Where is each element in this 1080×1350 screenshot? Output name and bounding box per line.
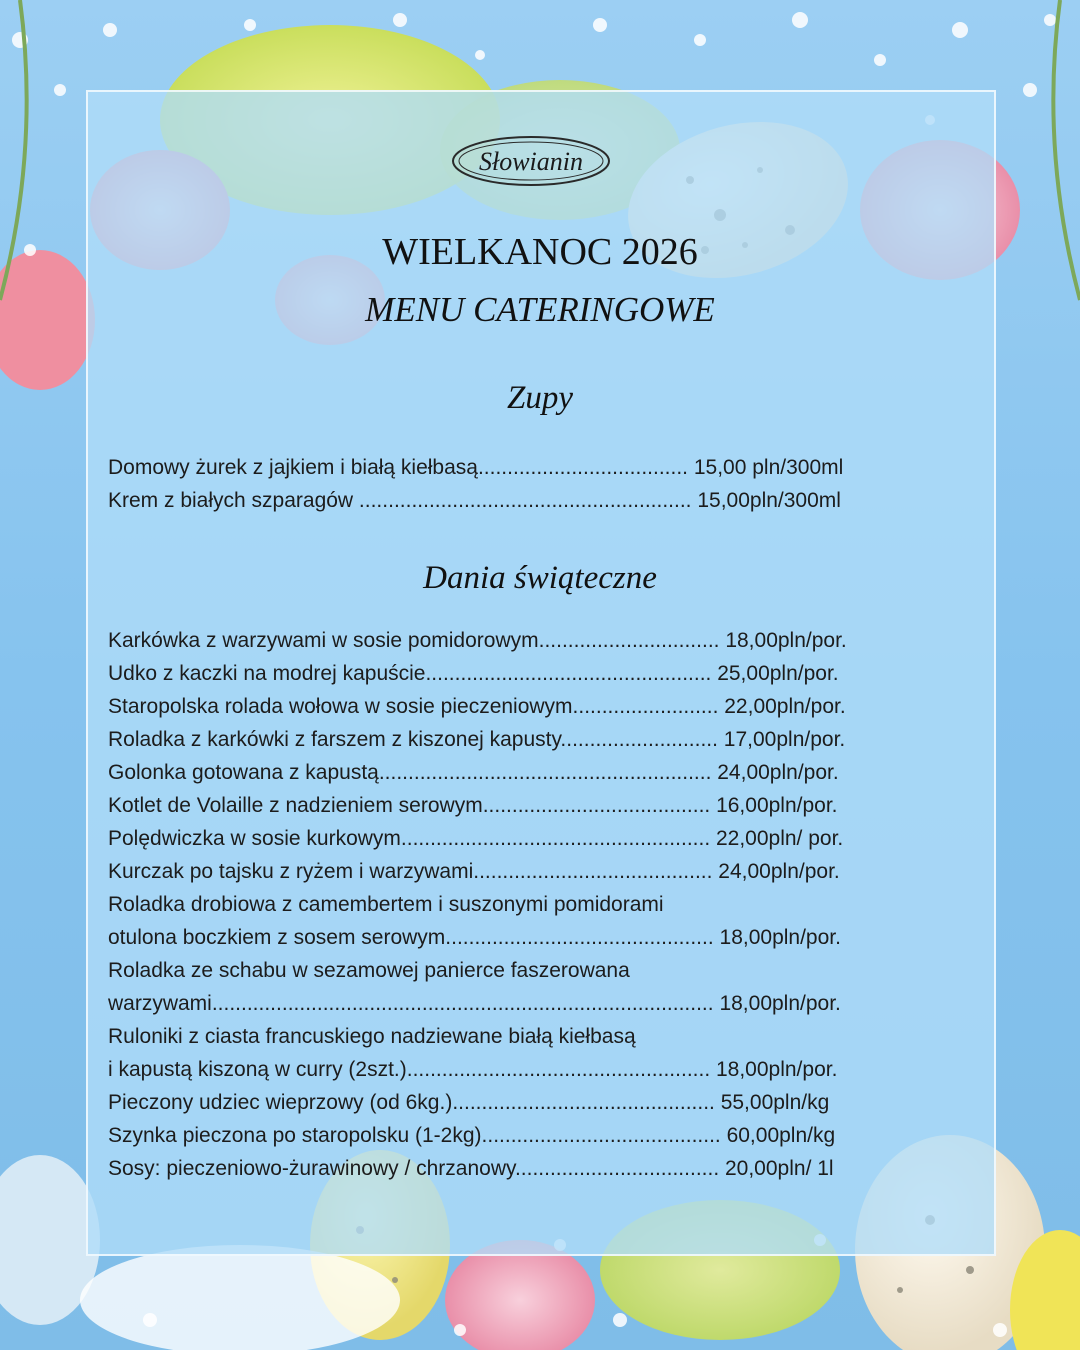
feather-bottom — [80, 1245, 400, 1350]
menu-item: Ruloniki z ciasta francuskiego nadziewane białą kiełbasą — [108, 1025, 636, 1048]
menu-item: Sosy: pieczeniowo-żurawinowy / chrzanowy................................... 20,00pln/ 1l — [108, 1157, 834, 1180]
page-subtitle: MENU CATERINGOWE — [365, 290, 715, 329]
menu-item: Szynka pieczona po staropolsku (1-2kg)......................................... 60,00pln/kg — [108, 1124, 836, 1147]
slowianin-logo — [450, 128, 612, 194]
section-title-soups: Zupy — [507, 380, 573, 416]
holiday-dishes-list — [108, 624, 958, 1185]
menu-item: Polędwiczka w sosie kurkowym..................................................... 22,00pln/ por. — [108, 827, 844, 850]
menu-item: Udko z kaczki na modrej kapuście................................................. 25,00pln/por. — [108, 662, 839, 685]
logo-text: Słowianin — [478, 147, 584, 176]
menu-item: i kapustą kiszoną w curry (2szt.).................................................... 18,00pln/por. — [108, 1058, 838, 1081]
menu-item: Kurczak po tajsku z ryżem i warzywami......................................... 24,00pln/por. — [108, 860, 840, 883]
menu-item: Roladka drobiowa z camembertem i suszonymi pomidorami — [108, 893, 664, 916]
menu-item: Pieczony udziec wieprzowy (od 6kg.)............................................. 55,00pln/kg — [108, 1091, 830, 1114]
menu-item: Roladka z karkówki z farszem z kiszonej kapusty........................... 17,00pln/por. — [108, 728, 846, 751]
menu-item: warzywami...................................................................................... 18,00pln/por. — [108, 992, 841, 1015]
soups-list — [108, 451, 958, 517]
menu-item: otulona boczkiem z sosem serowym.............................................. 18,00pln/por. — [108, 926, 841, 949]
menu-item: Golonka gotowana z kapustą......................................................... 24,00pln/por. — [108, 761, 839, 784]
page-title: WIELKANOC 2026 — [382, 231, 698, 273]
menu-item: Domowy żurek z jajkiem i białą kiełbasą.................................... 15,00 pln/300ml — [108, 456, 844, 479]
menu-item: Karkówka z warzywami w sosie pomidorowym............................... 18,00pln/por. — [108, 629, 847, 652]
menu-item: Staropolska rolada wołowa w sosie pieczeniowym......................... 22,00pln/por. — [108, 695, 846, 718]
menu-item: Krem z białych szparagów ......................................................... 15,00pln/300ml — [108, 489, 841, 512]
menu-item: Kotlet de Volaille z nadzieniem serowym....................................... 16,00pln/por. — [108, 794, 838, 817]
menu-item: Roladka ze schabu w sezamowej panierce faszerowana — [108, 959, 630, 982]
section-title-holiday-dishes: Dania świąteczne — [423, 560, 657, 596]
